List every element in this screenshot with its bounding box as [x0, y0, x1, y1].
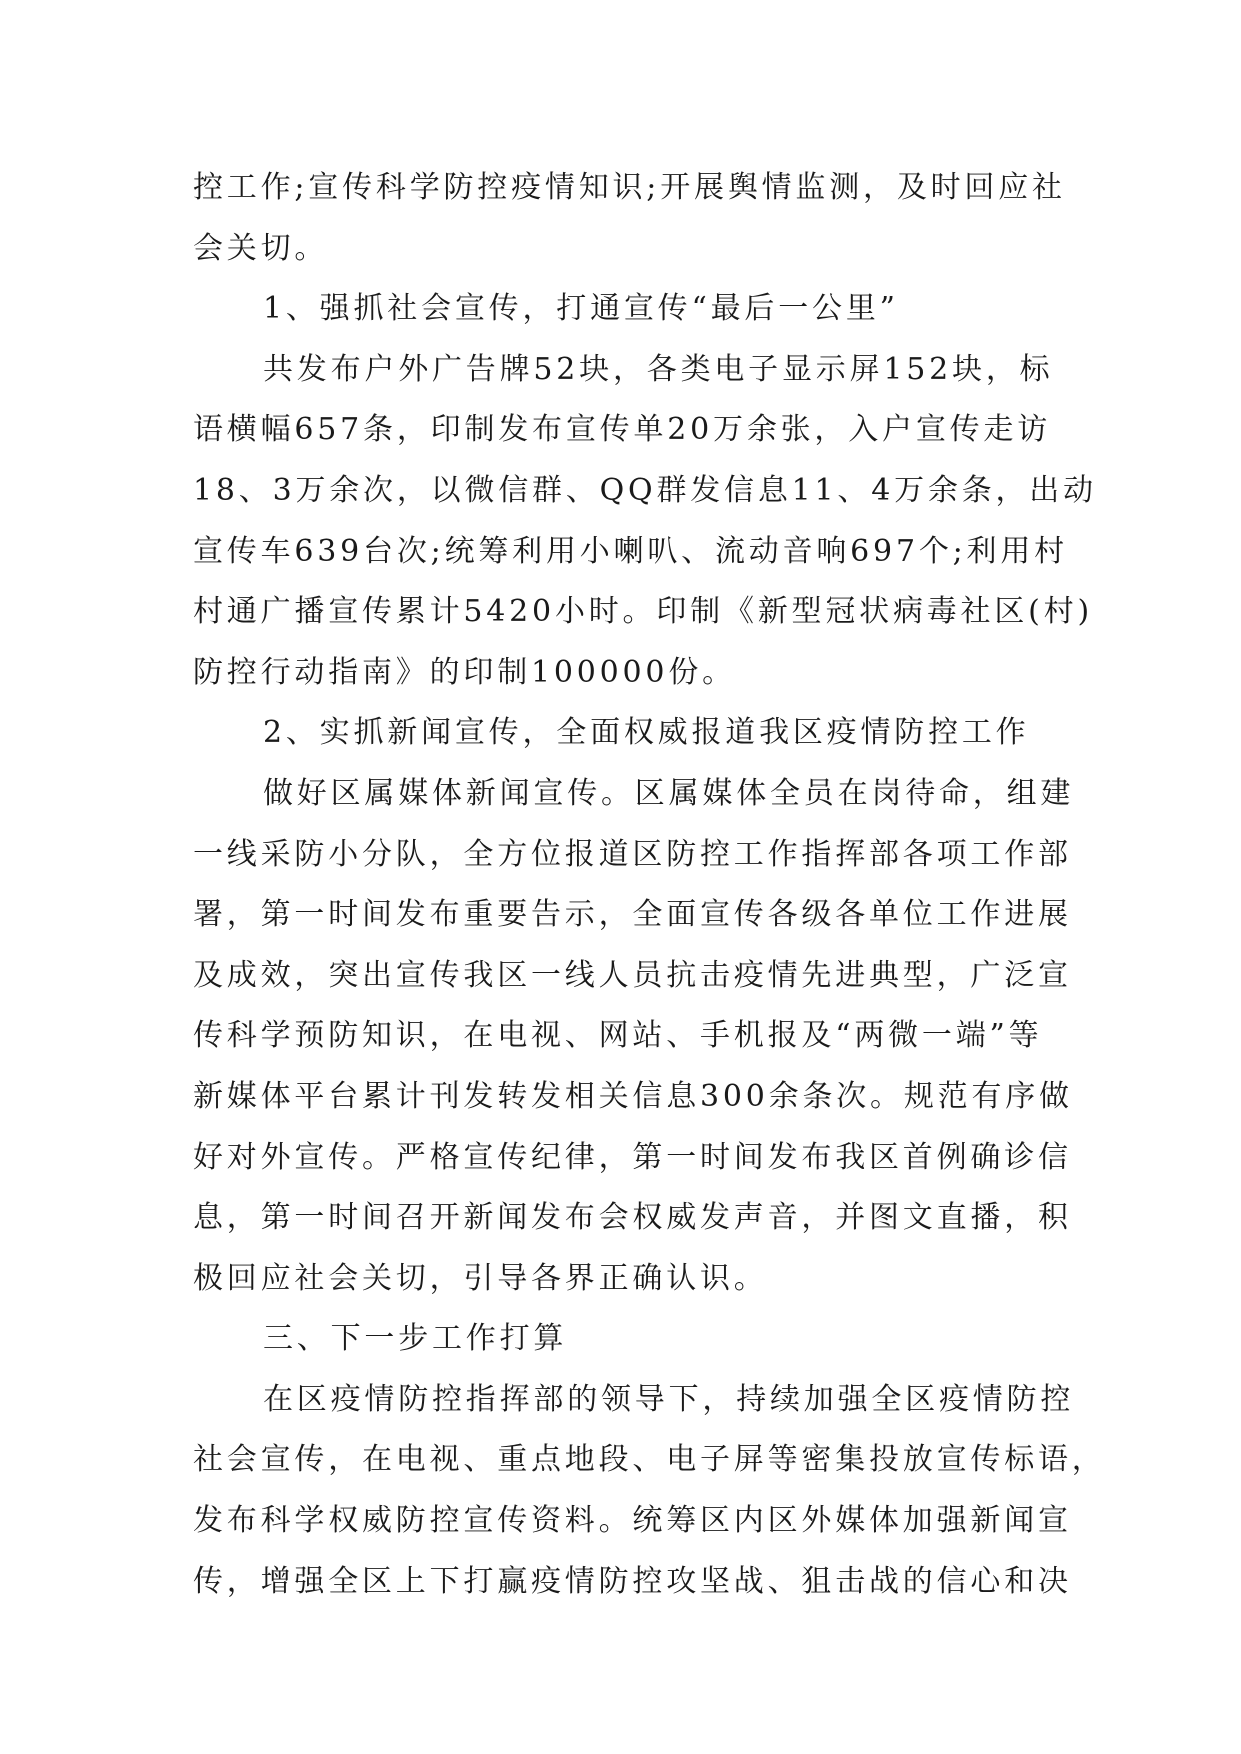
text-line: 署，第一时间发布重要告示，全面宣传各级各单位工作进展	[193, 897, 1072, 933]
text-line: 社会宣传，在电视、重点地段、电子屏等密集投放宣传标语，	[193, 1442, 1106, 1478]
text-line: 在区疫情防控指挥部的领导下，持续加强全区疫情防控	[263, 1381, 1075, 1417]
text-line: 宣传车639台次;统筹利用小喇叭、流动音响697个;利用村	[193, 533, 1068, 569]
text-line: 传，增强全区上下打赢疫情防控攻坚战、狙击战的信心和决	[193, 1563, 1072, 1599]
text-line: 传科学预防知识，在电视、网站、手机报及“两微一端”等	[193, 1018, 1043, 1054]
text-line: 控工作;宣传科学防控疫情知识;开展舆情监测，及时回应社	[193, 170, 1066, 205]
text-line: 及成效，突出宣传我区一线人员抗击疫情先进典型，广泛宣	[193, 957, 1072, 993]
text-line: 新媒体平台累计刊发转发相关信息300余条次。规范有序做	[193, 1078, 1073, 1114]
text-line: 一线采防小分队，全方位报道区防控工作指挥部各项工作部	[193, 836, 1072, 872]
text-line: 1、强抓社会宣传，打通宣传“最后一公里”	[263, 291, 899, 327]
text-line: 做好区属媒体新闻宣传。区属媒体全员在岗待命，组建	[263, 775, 1075, 811]
text-line: 语横幅657条，印制发布宣传单20万余张，入户宣传走访	[193, 412, 1052, 448]
document-body	[193, 158, 1106, 1612]
text-line: 好对外宣传。严格宣传纪律，第一时间发布我区首例确诊信	[193, 1139, 1072, 1175]
text-line: 三、下一步工作打算	[263, 1321, 568, 1357]
text-line: 18、3万余次，以微信群、QQ群发信息11、4万余条，出动	[193, 472, 1097, 508]
text-line: 防控行动指南》的印制100000份。	[193, 654, 736, 690]
text-line: 村通广播宣传累计5420小时。印制《新型冠状病毒社区(村)	[193, 594, 1093, 630]
text-line: 极回应社会关切，引导各界正确认识。	[193, 1260, 768, 1296]
text-line: 会关切。	[193, 230, 329, 266]
text-line: 2、实抓新闻宣传，全面权威报道我区疫情防控工作	[263, 715, 1030, 751]
text-line: 发布科学权威防控宣传资料。统筹区内区外媒体加强新闻宣	[193, 1503, 1072, 1539]
text-line: 共发布户外广告牌52块，各类电子显示屏152块，标	[263, 351, 1054, 387]
text-line: 息，第一时间召开新闻发布会权威发声音，并图文直播，积	[193, 1200, 1072, 1236]
